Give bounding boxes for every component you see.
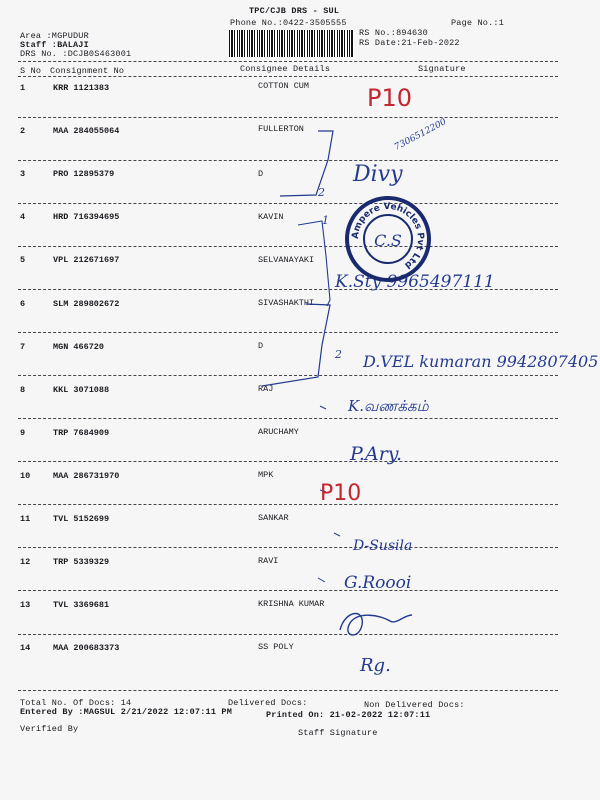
- tick-mark: [318, 578, 325, 582]
- company-stamp: [345, 196, 431, 282]
- row-sno: 7: [20, 342, 26, 352]
- handwritten-signature: G.Roooi: [344, 573, 412, 593]
- row-consignment: TRP 7684909: [53, 428, 110, 438]
- row-sno: 14: [20, 643, 31, 653]
- handwritten-signature: Rg.: [360, 655, 391, 676]
- row-sno: 12: [20, 557, 31, 567]
- row-consignee: RAJ: [258, 384, 274, 394]
- row-sno: 1: [20, 83, 26, 93]
- row-sno: 13: [20, 600, 31, 610]
- non-delivered-docs: Non Delivered Docs:: [364, 700, 465, 710]
- row-consignment: MAA 286731970: [53, 471, 120, 481]
- row-consignee: SS POLY: [258, 642, 294, 652]
- row-sno: 5: [20, 255, 26, 265]
- bracket-count: 1: [322, 214, 329, 227]
- tick-mark: [320, 406, 326, 409]
- total-docs: Total No. Of Docs: 14: [20, 698, 132, 708]
- row-consignee: KAVIN: [258, 212, 284, 222]
- handwritten-signature: K.வணக்கம்: [348, 397, 429, 415]
- row-consignment: PRO 12895379: [53, 169, 115, 179]
- row-sno: 6: [20, 299, 26, 309]
- stamp-text: Ampere Vehicles Pvt Ltd: [350, 201, 426, 270]
- row-consignee: D: [258, 341, 264, 351]
- row-consignee: COTTON CUM: [258, 81, 310, 91]
- column-sno: S No: [20, 66, 42, 76]
- column-consignment: Consignment No: [50, 66, 125, 76]
- row-consignment: MAA 200683373: [53, 643, 120, 653]
- staff-signature: Staff Signature: [298, 728, 378, 738]
- row-sno: 10: [20, 471, 31, 481]
- row-consignee: ARUCHAMY: [258, 427, 299, 437]
- row-sno: 3: [20, 169, 26, 179]
- row-consignment: MAA 284055064: [53, 126, 120, 136]
- row-consignment: TRP 5339329: [53, 557, 110, 567]
- entered-by: Entered By :MAGSUL 2/21/2022 12:07:11 PM: [20, 707, 233, 717]
- row-consignment: KRR 1121383: [53, 83, 110, 93]
- column-signature: Signature: [418, 64, 466, 74]
- verified-by: Verified By: [20, 724, 79, 734]
- phone-number: Phone No.:0422-3505555: [230, 18, 347, 28]
- handwritten-signature: K.Sty 9965497111: [335, 272, 495, 292]
- rs-date: RS Date:21-Feb-2022: [359, 38, 460, 48]
- row-consignment: HRD 716394695: [53, 212, 120, 222]
- handwritten-signature: P10: [320, 481, 362, 506]
- row-consignee: KRISHNA KUMAR: [258, 599, 325, 609]
- drs-number: DRS No. :DCJB0S463001: [20, 49, 132, 59]
- rs-number: RS No.:894630: [359, 28, 428, 38]
- signature-scribble: [340, 614, 412, 635]
- row-sno: 8: [20, 385, 26, 395]
- row-consignee: D: [258, 169, 264, 179]
- row-sno: 11: [20, 514, 31, 524]
- bracket-mark: [298, 221, 330, 306]
- row-consignment: KKL 3071088: [53, 385, 110, 395]
- handwritten-signature: D-Susila: [353, 538, 413, 554]
- row-consignment: VPL 212671697: [53, 255, 120, 265]
- row-consignment: SLM 289802672: [53, 299, 120, 309]
- row-consignee: FULLERTON: [258, 124, 304, 134]
- row-consignee: RAVI: [258, 556, 279, 566]
- area-label: Area :MGPUDUR: [20, 31, 89, 41]
- printed-on: Printed On: 21-02-2022 12:07:11: [266, 710, 431, 720]
- row-consignee: MPK: [258, 470, 274, 480]
- row-consignee: SIVASHAKTHI: [258, 298, 315, 308]
- handwritten-signature: P10: [367, 84, 413, 112]
- sheet-title: TPC/CJB DRS - SUL: [249, 6, 340, 16]
- tick-mark: [334, 533, 340, 536]
- delivered-docs: Delivered Docs:: [228, 698, 308, 708]
- row-sno: 4: [20, 212, 26, 222]
- handwritten-signature: Divy: [353, 162, 403, 187]
- row-consignment: TVL 3369681: [53, 600, 110, 610]
- row-consignment: MGN 466720: [53, 342, 105, 352]
- row-sno: 2: [20, 126, 26, 136]
- handwritten-phone: 7306512200: [393, 117, 449, 153]
- stamp-initials: C.S: [374, 231, 402, 250]
- bracket-mark: [262, 304, 330, 386]
- row-consignee: SANKAR: [258, 513, 289, 523]
- staff-label: Staff :BALAJI: [20, 40, 89, 50]
- handwritten-signature: D.VEL kumaran 9942807405: [363, 352, 599, 371]
- handwritten-signature: P.Ary.: [350, 443, 403, 465]
- bracket-count: 2: [318, 186, 325, 199]
- column-consignee: Consignee Details: [240, 64, 331, 74]
- row-consignment: TVL 5152699: [53, 514, 110, 524]
- bracket-count: 2: [335, 348, 342, 361]
- bracket-mark: [280, 131, 333, 196]
- page-number: Page No.:1: [451, 18, 505, 28]
- row-consignee: SELVANAYAKI: [258, 255, 315, 265]
- row-sno: 9: [20, 428, 26, 438]
